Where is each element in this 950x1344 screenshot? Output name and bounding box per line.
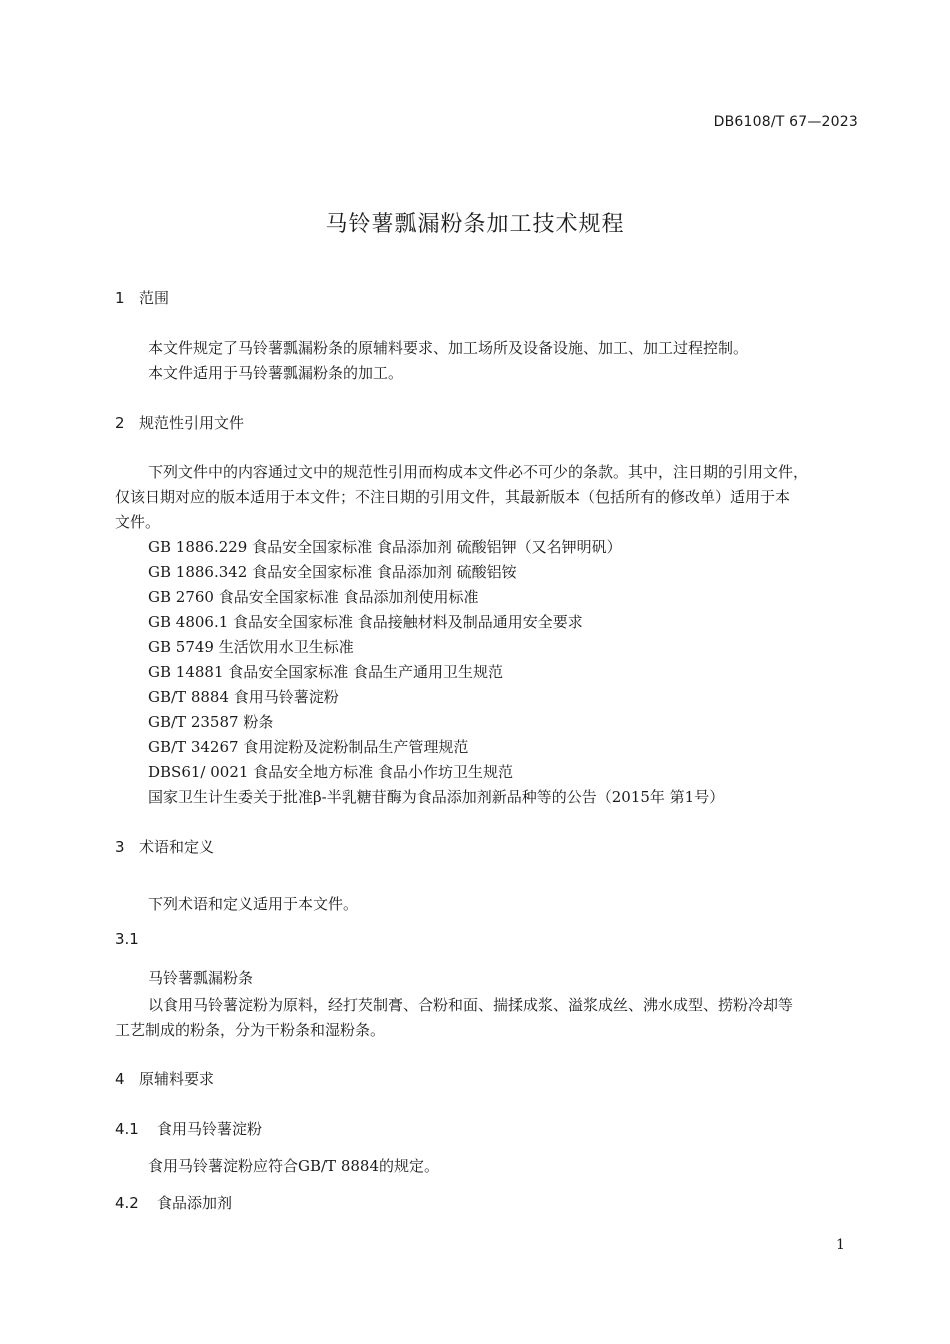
- reference-item: GB/T 8884 食用马铃薯淀粉: [148, 688, 339, 706]
- reference-item: GB 14881 食品安全国家标准 食品生产通用卫生规范: [148, 663, 504, 681]
- paragraph: 本文件规定了马铃薯瓢漏粉条的原辅料要求、加工场所及设备设施、加工、加工过程控制。: [148, 339, 749, 357]
- definition-line: 以食用马铃薯淀粉为原料，经打芡制膏、合粉和面、揣揉成浆、溢浆成丝、沸水成型、捞粉冷却等: [148, 996, 794, 1014]
- section-3-heading: [115, 836, 214, 857]
- term-name: 马铃薯瓢漏粉条: [148, 969, 254, 987]
- document-title: 马铃薯瓢漏粉条加工技术规程: [325, 212, 625, 237]
- subsection-4-2-heading: [115, 1192, 232, 1213]
- section-title: 范围: [139, 289, 170, 307]
- section-title: 原辅料要求: [139, 1070, 215, 1088]
- reference-item: GB/T 23587 粉条: [148, 713, 274, 731]
- subsection-number: 3.1: [115, 930, 139, 948]
- subsection-number: 4.2: [115, 1194, 139, 1212]
- subsection-4-1-heading: [115, 1118, 262, 1139]
- definition-line: 工艺制成的粉条，分为干粉条和湿粉条。: [115, 1021, 386, 1039]
- section-number: 1: [115, 289, 125, 307]
- section-title: 术语和定义: [139, 838, 215, 856]
- reference-item: GB/T 34267 食用淀粉及淀粉制品生产管理规范: [148, 738, 469, 756]
- reference-item: GB 1886.229 食品安全国家标准 食品添加剂 硫酸铝钾（又名钾明矾）: [148, 538, 622, 556]
- section-1-heading: [115, 287, 169, 308]
- reference-item: GB 4806.1 食品安全国家标准 食品接触材料及制品通用安全要求: [148, 613, 583, 631]
- subsection-title: 食品添加剂: [157, 1194, 233, 1212]
- reference-item: DBS61/ 0021 食品安全地方标准 食品小作坊卫生规范: [148, 763, 513, 781]
- standard-code: DB6108/T 67—2023: [713, 114, 858, 130]
- paragraph: 食用马铃薯淀粉应符合GB/T 8884的规定。: [148, 1157, 440, 1175]
- subsection-title: 食用马铃薯淀粉: [157, 1120, 263, 1138]
- paragraph: 下列术语和定义适用于本文件。: [148, 895, 359, 913]
- section-title: 规范性引用文件: [139, 414, 245, 432]
- subsection-number: 4.1: [115, 1120, 139, 1138]
- paragraph-line: 下列文件中的内容通过文中的规范性引用而构成本文件必不可少的条款。其中，注日期的引用文件，: [148, 463, 809, 481]
- reference-item: 国家卫生计生委关于批准β-半乳糖苷酶为食品添加剂新品种等的公告（2015年 第1号）: [148, 788, 725, 806]
- reference-item: GB 1886.342 食品安全国家标准 食品添加剂 硫酸铝铵: [148, 563, 517, 581]
- paragraph-line: 仅该日期对应的版本适用于本文件；不注日期的引用文件，其最新版本（包括所有的修改单）适用于本: [115, 488, 791, 506]
- section-number: 4: [115, 1070, 125, 1088]
- section-number: 2: [115, 414, 125, 432]
- reference-item: GB 5749 生活饮用水卫生标准: [148, 638, 354, 656]
- paragraph-line: 文件。: [115, 513, 161, 531]
- section-4-heading: [115, 1068, 214, 1089]
- reference-item: GB 2760 食品安全国家标准 食品添加剂使用标准: [148, 588, 479, 606]
- section-2-heading: [115, 412, 244, 433]
- paragraph: 本文件适用于马铃薯瓢漏粉条的加工。: [148, 364, 404, 382]
- section-number: 3: [115, 838, 125, 856]
- page-number: 1: [836, 1237, 845, 1253]
